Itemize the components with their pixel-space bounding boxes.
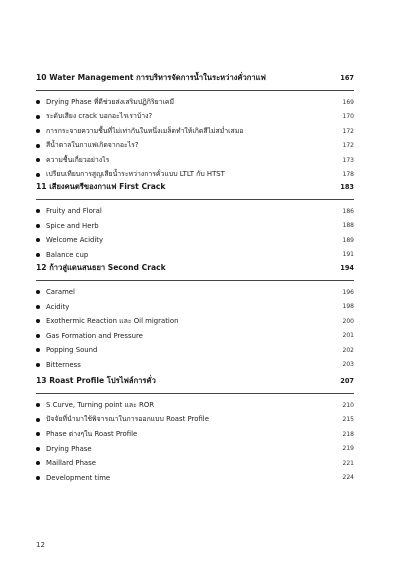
- toc-section-11: [36, 181, 354, 262]
- bullet-icon: [36, 447, 40, 451]
- bullet-icon: [36, 319, 40, 323]
- entry-page: 221: [342, 459, 354, 467]
- entry-page: 200: [342, 317, 354, 325]
- chapter-title: 10 Water Management การบริหารจัดการน้ำในระหว่างคั่วกาแฟ: [36, 73, 266, 82]
- bullet-icon: [36, 305, 40, 309]
- entry-page: 169: [342, 98, 354, 106]
- chapter-page: 167: [340, 74, 354, 82]
- entry-title: ความชื้นเกี่ยวอย่างไร: [46, 155, 110, 164]
- toc-entry: [36, 139, 354, 154]
- entry-page: 188: [342, 222, 354, 230]
- entry-title: Caramel: [46, 288, 75, 297]
- entry-page: 170: [342, 113, 354, 121]
- entry-page: 202: [342, 346, 354, 354]
- toc-section-10: [36, 72, 354, 182]
- toc-section-12: [36, 262, 354, 372]
- toc-entry: [36, 343, 354, 358]
- chapter-title: 13 Roast Profile โปรไฟล์การคั่ว: [36, 376, 156, 385]
- entry-title: ปัจจัยที่นำมาใช้พิจารณาในการออกแบบ Roast Profile: [46, 415, 209, 424]
- toc-entry: [36, 413, 354, 428]
- chapter-title: 12 ก้าวสู่แดนสนธยา Second Crack: [36, 263, 166, 272]
- chapter-heading: [36, 72, 354, 91]
- bullet-icon: [36, 253, 40, 257]
- toc-entry: [36, 471, 354, 486]
- toc-entry: [36, 358, 354, 373]
- entry-page: 196: [342, 288, 354, 296]
- entry-title: Phase ต่างๆใน Roast Profile: [46, 429, 138, 438]
- bullet-icon: [36, 290, 40, 294]
- entry-page: 186: [342, 207, 354, 215]
- bullet-icon: [36, 334, 40, 338]
- bullet-icon: [36, 224, 40, 228]
- toc-entry: [36, 398, 354, 413]
- bullet-icon: [36, 238, 40, 242]
- toc-entry: [36, 285, 354, 300]
- chapter-heading: [36, 375, 354, 394]
- toc-entry: [36, 300, 354, 315]
- entry-title: S Curve, Turning point และ ROR: [46, 400, 155, 409]
- entry-title: Balance cup: [46, 250, 89, 259]
- toc-entry: [36, 219, 354, 234]
- entry-title: Gas Formation and Pressure: [46, 331, 143, 340]
- entry-title: Drying Phase ที่ดีช่วยส่งเสริมปฏิกิริยาเคมี: [46, 97, 175, 106]
- chapter-heading: [36, 181, 354, 200]
- bullet-icon: [36, 144, 40, 148]
- bullet-icon: [36, 363, 40, 367]
- entry-title: Drying Phase: [46, 444, 92, 453]
- toc-entry: [36, 204, 354, 219]
- entry-page: 219: [342, 445, 354, 453]
- entry-title: Fruity and Floral: [46, 207, 102, 216]
- toc-entry: [36, 153, 354, 168]
- entry-title: สีน้ำตาลในกาแฟเกิดจากอะไร?: [46, 141, 139, 150]
- entry-title: เปรียบเทียบการสูญเสียน้ำระหว่างการคั่วแบบ LTLT กับ HTST: [46, 170, 225, 179]
- chapter-heading: [36, 262, 354, 281]
- entry-page: 172: [342, 127, 354, 135]
- toc-entry: [36, 124, 354, 139]
- bullet-icon: [36, 100, 40, 104]
- entry-title: Development time: [46, 473, 111, 482]
- entry-page: 198: [342, 303, 354, 311]
- chapter-page: 207: [340, 377, 354, 385]
- bullet-icon: [36, 115, 40, 119]
- chapter-page: 194: [340, 264, 354, 272]
- entry-title: การกระจายความชื้นที่ไม่เท่ากันในหนึ่งเมล็ดทำให้เกิดสีไม่สม่ำเสมอ: [46, 126, 244, 135]
- bullet-icon: [36, 158, 40, 162]
- entry-title: Maillard Phase: [46, 459, 96, 468]
- toc-entry: [36, 168, 354, 183]
- bullet-icon: [36, 461, 40, 465]
- bullet-icon: [36, 173, 40, 177]
- page-number: 12: [36, 541, 45, 549]
- toc-entry: [36, 233, 354, 248]
- toc-entry: [36, 456, 354, 471]
- toc-entry: [36, 329, 354, 344]
- bullet-icon: [36, 129, 40, 133]
- entry-title: Spice and Herb: [46, 221, 99, 230]
- entry-page: 203: [342, 361, 354, 369]
- toc-entry: [36, 427, 354, 442]
- chapter-title: 11 เสียงคนตรีของกาแฟ First Crack: [36, 182, 166, 191]
- entry-page: 173: [342, 156, 354, 164]
- toc-entry: [36, 110, 354, 125]
- entry-page: 189: [342, 236, 354, 244]
- bullet-icon: [36, 403, 40, 407]
- entry-page: 201: [342, 332, 354, 340]
- toc-entry: [36, 95, 354, 110]
- bullet-icon: [36, 476, 40, 480]
- toc-entry: [36, 314, 354, 329]
- entry-page: 224: [342, 474, 354, 482]
- entry-title: Welcome Acidity: [46, 236, 104, 245]
- entry-title: Acidity: [46, 302, 70, 311]
- entry-title: Bitterness: [46, 360, 81, 369]
- chapter-page: 183: [340, 183, 354, 191]
- entry-title: Popping Sound: [46, 346, 98, 355]
- toc-entry: [36, 248, 354, 263]
- bullet-icon: [36, 209, 40, 213]
- entry-title: ระดับเสียง crack บอกอะไรเราบ้าง?: [46, 112, 153, 121]
- entry-page: 215: [342, 416, 354, 424]
- bullet-icon: [36, 348, 40, 352]
- entry-page: 218: [342, 430, 354, 438]
- entry-title: Exothermic Reaction และ Oil migration: [46, 316, 179, 325]
- bullet-icon: [36, 418, 40, 422]
- entry-page: 172: [342, 142, 354, 150]
- toc-entry: [36, 442, 354, 457]
- entry-page: 178: [342, 171, 354, 179]
- entry-page: 191: [342, 251, 354, 259]
- toc-section-13: [36, 375, 354, 485]
- bullet-icon: [36, 432, 40, 436]
- entry-page: 210: [342, 401, 354, 409]
